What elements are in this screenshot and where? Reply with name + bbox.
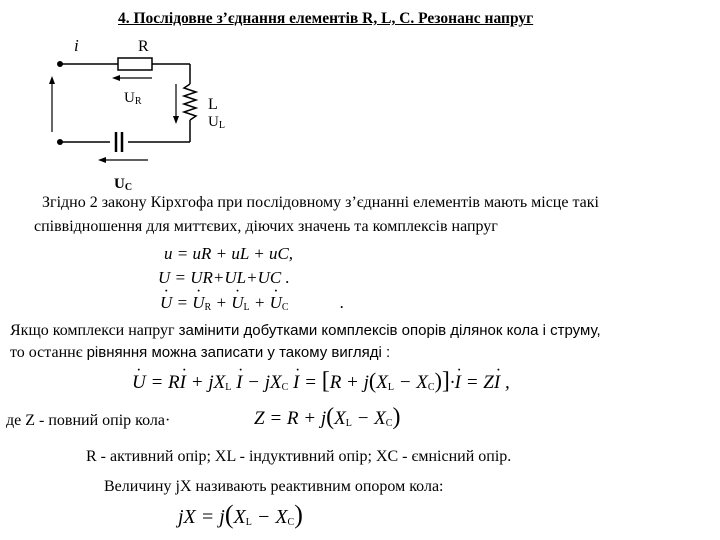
reactive-text: Величину jX називають реактивним опором кола:	[104, 478, 444, 495]
current-arrow-head	[49, 76, 55, 84]
label-UC: $U_C$	[114, 176, 133, 193]
ul-arrow-head	[173, 116, 179, 124]
page-title: 4. Послідовне з’єднання елементів R, L, C. Резонанс напруг	[118, 10, 534, 27]
label-R: R	[138, 38, 149, 55]
label-UL: $U_L$	[208, 114, 225, 131]
paragraph1-line2: співвідношення для миттєвих, діючих значень та комплексів напруг	[34, 218, 498, 235]
equation-jx: jX = $j(X_L - X_C)$	[178, 500, 303, 529]
z-intro: де Z - повний опір кола·	[6, 412, 171, 429]
definitions: R - активний опір; XL - індуктивний опір; XC - ємнісний опір.	[86, 448, 512, 465]
label-L: L	[208, 96, 218, 113]
ur-arrow-head	[112, 75, 120, 81]
equation-complex: · U = · $U_R$ + · $U_L$ + · $U_C$	[160, 293, 289, 313]
inductor-L	[184, 84, 196, 120]
paragraph2-line2: то останнє рівняння можна записати у такому вигляді :	[10, 344, 391, 361]
label-UR: $U_R$	[124, 90, 142, 107]
equation-complex-end: .	[340, 293, 345, 312]
paragraph1-line1: Згідно 2 закону Кірхгофа при послідовному з’єднанні елементів мають місце такі	[42, 194, 599, 211]
equation-impedance-expanded: · $U = R\cdot I + jX_L \cdot I - jX_C \cdot I = [R + j(X_L - X_C)]\cdot\cdot I = Z\cdot I$ ,	[132, 368, 510, 395]
label-i: i	[74, 36, 79, 55]
equation-effective: U = UR+UL+UC .	[158, 268, 290, 287]
equation-instant: u = uR + uL + uC,	[164, 244, 294, 263]
uc-arrow-head	[98, 157, 106, 163]
equation-z: $Z = R + j(X_L - X_C)$	[254, 404, 401, 430]
resistor-R	[118, 58, 152, 70]
paragraph2-line1: Якщо комплекси напруг замінити добутками комплексів опорів ділянок кола і струму,	[10, 322, 601, 339]
